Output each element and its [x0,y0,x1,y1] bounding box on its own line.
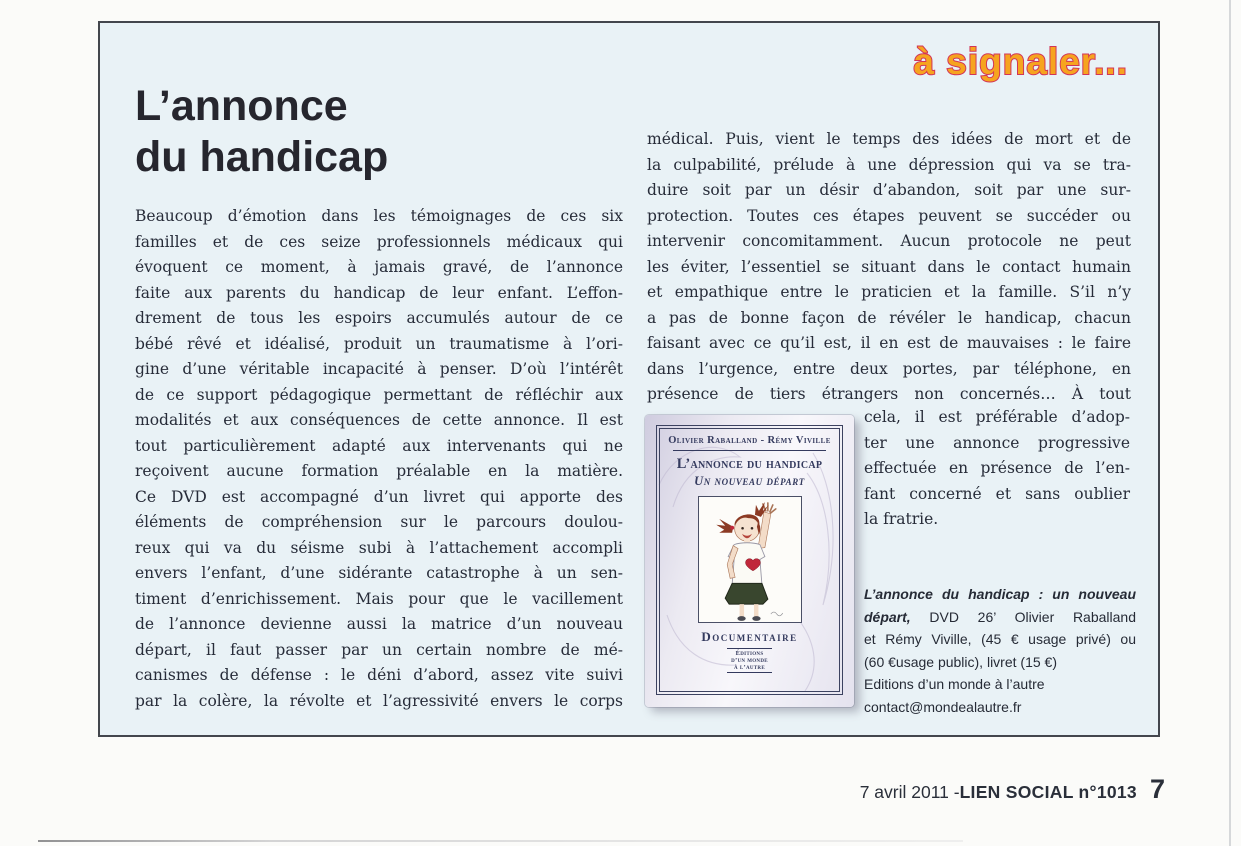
girl-illustration [699,497,801,622]
left-text-column [135,204,623,714]
text-line: drement de tous les espoirs accumulés autour de ce [135,309,623,327]
dvd-cover [645,415,854,707]
text-line: d’un monde [731,657,768,664]
cover-title: L’annonce du handicap [676,456,823,472]
caption-line: L’annonce du handicap : un nouveau [864,586,1136,602]
text-line: duire soit par un désir d’abandon, soit par une sur- [647,181,1131,199]
cover-divider [673,450,825,451]
footer-magazine-ref: LIEN SOCIAL n°1013 [959,782,1137,802]
cover-subtitle: Un nouveau départ [694,474,805,488]
caption-line [864,606,1136,629]
text-line: bébé rêvé et idéalisé, produit un traumatisme à l’ori- [135,334,623,353]
text-line: faisant avec ce qu’il est, il en est de mauvaises : le faire [647,334,1131,352]
girl-illustration-box [698,496,802,623]
text-line: gine d’une véritable incapacité à penser. D’où l’intérêt [135,360,623,378]
cover-genre: Documentaire [701,629,798,644]
cover-authors: Olivier Raballand - Rémy Viville [668,435,831,446]
text-line: modalités et aux conséquences de cette annonce. Il est [135,411,623,429]
text-line: la fratrie. [864,510,939,528]
text-line: évoquent ce moment, à jamais gravé, de l’annonce [135,258,623,276]
caption-publisher: Editions d’un monde à l’autre [864,676,1045,692]
dvd-caption [864,583,1136,718]
text-line: envers l’enfant, d’une sidérante catastrophe à un sen- [135,564,623,582]
article-title-line2: du handicap [135,133,389,181]
right-text-column [647,127,1131,408]
text-line: cela, il est préférable d’adop- [864,408,1130,426]
text-line: fant concerné et sans oublier [864,484,1130,503]
publisher-logo [727,648,772,673]
text-line: par la colère, la révolte et l’agressivité envers le corps [135,691,623,710]
article-title-line1: L’annonce [135,82,348,130]
caption-contact-email: contact@mondealautre.fr [864,698,1022,715]
cover-inner-frame [659,428,840,692]
text-line: ter une annonce progressive [864,433,1130,452]
caption-text-part: DVD 26’ Olivier Raballand [910,608,1136,625]
text-line: à l’autre [734,664,765,671]
text-line: Éditions [735,650,764,657]
text-line: dans l’urgence, entre deux portes, par téléphone, en [647,359,1131,378]
text-line: intervenir concomitamment. Aucun protocole ne peut [647,232,1131,250]
cover-outer-frame [656,425,843,695]
article-panel [98,21,1160,737]
text-line: et empathique entre le praticien et la famille. S’il n’y [647,283,1131,301]
right-text-column-narrow [864,405,1130,533]
text-line: effectuée en présence de l’en- [864,459,1130,477]
caption-title-part: départ, [864,608,911,625]
caption-line: et Rémy Viville, (45 € usage privé) ou [864,631,1136,647]
text-line: protection. Toutes ces étapes peuvent se succéder ou [647,206,1131,225]
text-line: la culpabilité, prélude à une dépression qui va se tra- [647,155,1131,174]
section-header: à signaler... [913,41,1128,82]
article-title [135,81,388,183]
text-line: reux qui va du séisme subi à l’attachement accompli [135,538,623,557]
text-line: éléments de compréhension sur le parcours doulou- [135,513,623,531]
text-line: tout particulièrement adapté aux intervenants qui ne [135,436,623,455]
text-line: a pas de bonne façon de révéler le handicap, chacun [647,308,1131,327]
text-line: départ, il faut passer par un certain nombre de mé- [135,640,623,659]
text-line: médical. Puis, vient le temps des idées de mort et de [647,130,1131,148]
caption-line: (60 €usage public), livret (15 €) [864,653,1057,670]
scan-artifact-right-edge [1229,0,1231,846]
text-line: de l’annonce devienne aussi la matrice d’un nouveau [135,615,623,633]
text-line: les éviter, l’essentiel se situant dans le contact humain [647,257,1131,276]
text-line: de ce support pédagogique permettant de réfléchir aux [135,385,623,404]
text-line: Beaucoup d’émotion dans les témoignages de ces six [135,207,623,225]
page-footer [860,774,1165,805]
text-line: familles et de ces seize professionnels médicaux qui [135,232,623,251]
footer-date: 7 avril 2011 - [859,782,960,802]
footer-page-number: 7 [1149,774,1165,804]
text-line: présence de tiers étrangers non concernés… À tout [647,385,1131,403]
text-line: timent d’enrichissement. Mais pour que le vacillement [135,589,623,608]
text-line: canismes de défense : le déni d’abord, assez vite suivi [135,666,623,684]
scan-artifact-bottom-line [38,840,963,842]
text-line: faite aux parents du handicap de leur enfant. L’effon- [135,283,623,302]
text-line: Ce DVD est accompagné d’un livret qui apporte des [135,487,623,506]
text-line: reçoivent aucune formation préalable en la matière. [135,462,623,480]
